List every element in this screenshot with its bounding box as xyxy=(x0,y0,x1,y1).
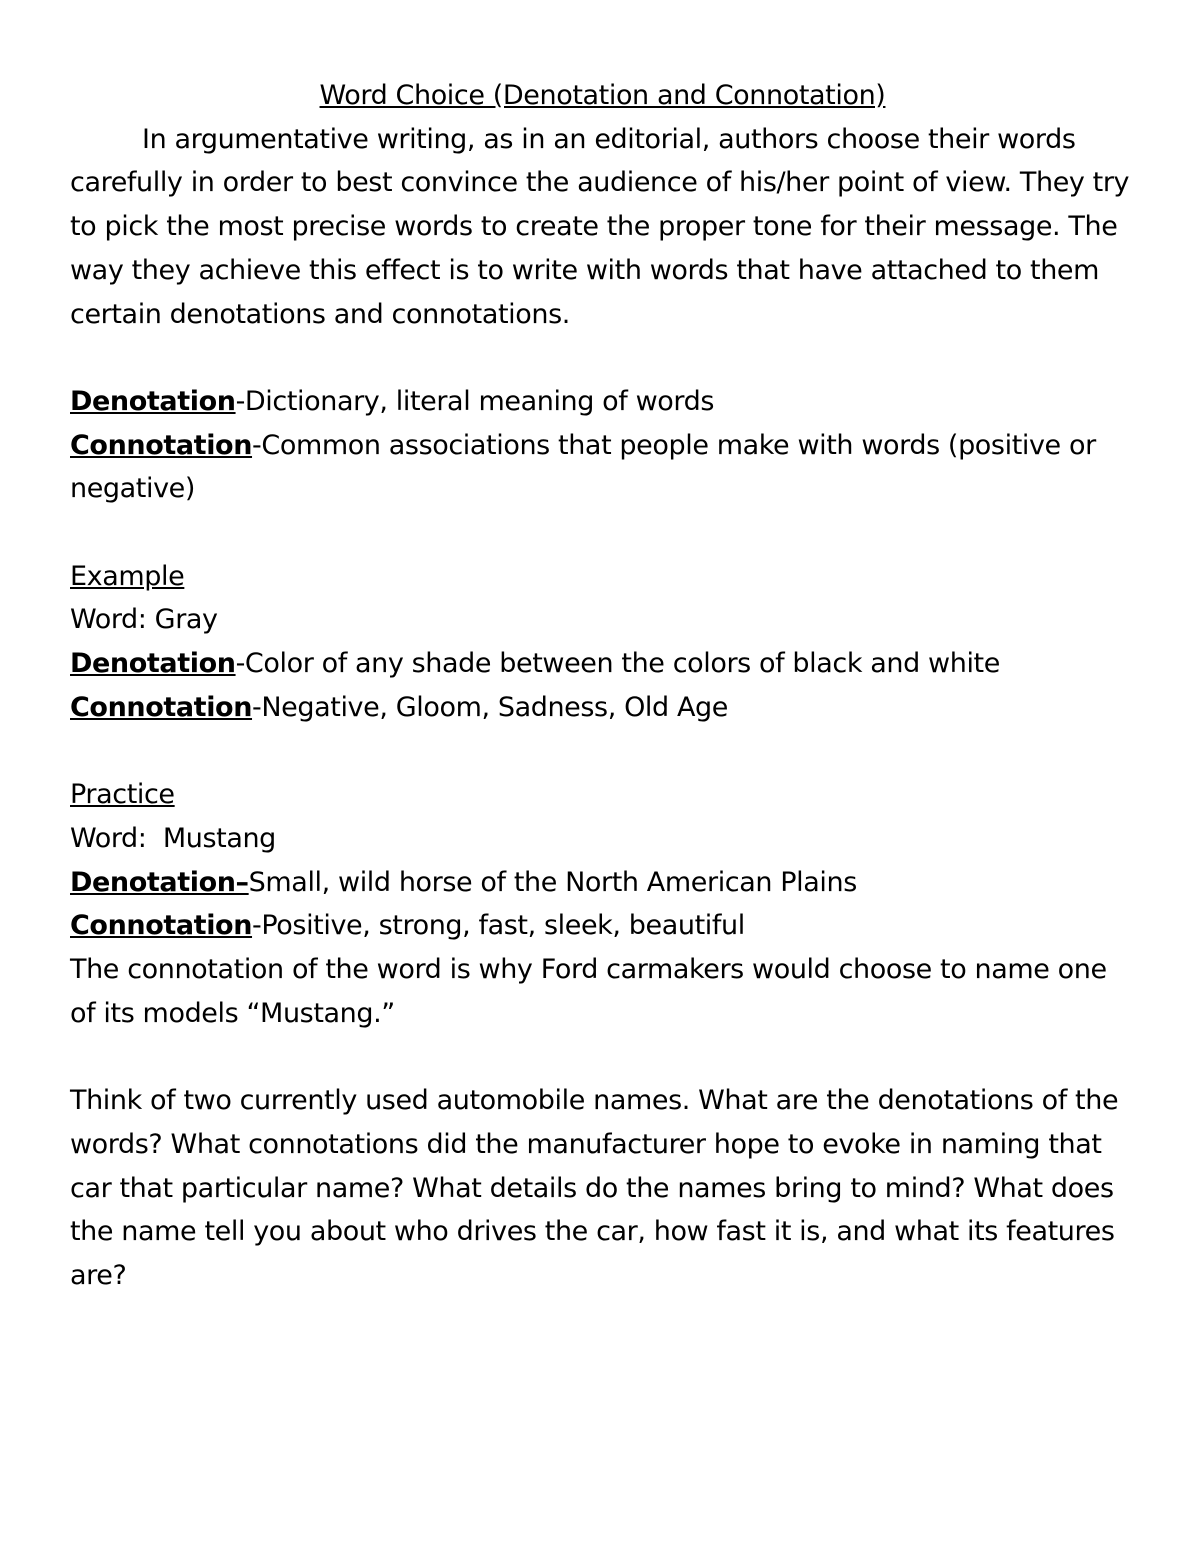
connotation-term: Connotation xyxy=(70,429,253,461)
spacer xyxy=(70,1035,1135,1079)
example-connotation xyxy=(70,686,1135,730)
practice-connotation-text: -Positive, strong, fast, sleek, beautiful xyxy=(252,910,745,942)
example-word: Word: Gray xyxy=(70,604,218,636)
spacer xyxy=(70,511,1135,555)
practice-note: The connotation of the word is why Ford carmakers would choose to name one of its models “Mustang.” xyxy=(70,954,1107,1029)
example-denotation xyxy=(70,642,1135,686)
practice-heading: Practice xyxy=(70,779,175,811)
intro-paragraph: In argumentative writing, as in an editorial, authors choose their words carefully in order to best convince the audience of his/her point of view. They try to pick the most precise words to create the proper tone for their message. The way they achieve this effect is to write with words that have attached to them certain denotations and connotations. xyxy=(70,123,1130,330)
document-title: Word Choice (Denotation and Connotation) xyxy=(319,80,886,111)
denotation-definition: -Dictionary, literal meaning of words xyxy=(235,385,715,417)
definition-denotation xyxy=(70,380,1135,424)
document-page xyxy=(70,74,1135,1298)
practice-connotation-term: Connotation xyxy=(70,910,253,942)
example-denotation-text: -Color of any shade between the colors of black and white xyxy=(235,648,1000,680)
example-heading: Example xyxy=(70,560,185,592)
definition-connotation xyxy=(70,424,1135,511)
question-paragraph: Think of two currently used automobile names. What are the denotations of the words? What connotations did the manufacturer hope to evoke in naming that car that particular name? What details do the names bring to mind? What does the name tell you about who drives the car, how fast it is, and what its features are? xyxy=(70,1085,1119,1291)
denotation-term: Denotation xyxy=(70,385,236,417)
practice-denotation xyxy=(70,861,1135,905)
practice-denotation-term: Denotation– xyxy=(70,866,249,898)
example-denotation-term: Denotation xyxy=(70,648,236,680)
practice-denotation-text: Small, wild horse of the North American Plains xyxy=(248,866,857,898)
spacer xyxy=(70,336,1135,380)
practice-connotation xyxy=(70,904,1135,948)
practice-word: Word: Mustang xyxy=(70,822,276,854)
connotation-definition: -Common associations that people make with words (positive or negative) xyxy=(70,429,1096,505)
example-connotation-term: Connotation xyxy=(70,691,253,723)
spacer xyxy=(70,730,1135,774)
example-connotation-text: -Negative, Gloom, Sadness, Old Age xyxy=(252,691,728,723)
